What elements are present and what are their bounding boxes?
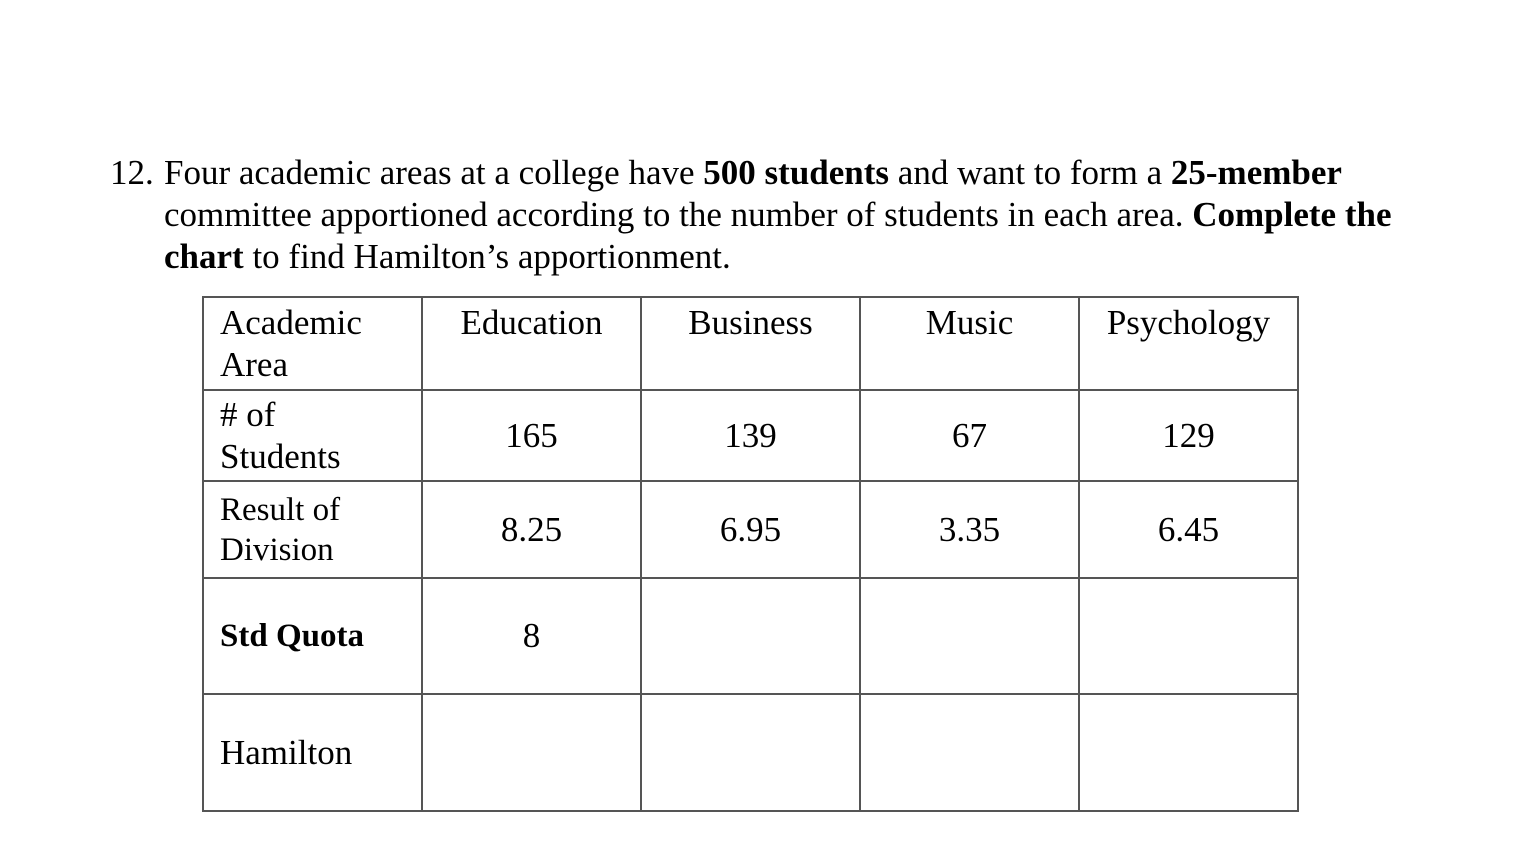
cell-quota-business[interactable] (641, 578, 860, 694)
cell-quota-education[interactable]: 8 (422, 578, 641, 694)
column-header-business: Business (641, 297, 860, 390)
row-label-hamilton: Hamilton (203, 694, 422, 811)
row-label-line: Area (220, 345, 289, 384)
question-bold-students: 500 students (703, 153, 890, 192)
question-line-2 (110, 194, 1480, 236)
row-label-line: Result of (220, 491, 341, 528)
table-row-division (203, 481, 1298, 578)
cell-students-music: 67 (860, 390, 1079, 481)
table-header-row (203, 297, 1298, 390)
question-text (110, 152, 1480, 278)
question-line-3 (110, 236, 1480, 278)
cell-hamilton-business[interactable] (641, 694, 860, 811)
row-label-result-of-division (203, 481, 422, 578)
row-label-line: Academic (220, 303, 362, 342)
cell-hamilton-music[interactable] (860, 694, 1079, 811)
cell-hamilton-psychology[interactable] (1079, 694, 1298, 811)
cell-hamilton-education[interactable] (422, 694, 641, 811)
column-header-psychology: Psychology (1079, 297, 1298, 390)
cell-quota-psychology[interactable] (1079, 578, 1298, 694)
row-label-line: # of (220, 394, 276, 434)
question-text-segment: to find Hamilton’s apportionment. (243, 237, 731, 276)
question-text-segment: committee apportioned according to the number of students in each area. (164, 195, 1193, 234)
question-text-segment: Four academic areas at a college have (164, 153, 704, 192)
row-label-academic-area (203, 297, 422, 390)
cell-division-education: 8.25 (422, 481, 641, 578)
row-label-std-quota: Std Quota (203, 578, 422, 694)
cell-quota-music[interactable] (860, 578, 1079, 694)
table-row-students (203, 390, 1298, 481)
column-header-music: Music (860, 297, 1079, 390)
row-label-num-students (203, 390, 422, 481)
cell-students-business: 139 (641, 390, 860, 481)
question-bold-committee-size: 25-member (1170, 153, 1342, 192)
question-bold-instruction: Complete the (1192, 195, 1392, 234)
cell-division-music: 3.35 (860, 481, 1079, 578)
row-label-line: Division (220, 531, 334, 568)
question-number: 12. (110, 153, 154, 192)
cell-students-psychology: 129 (1079, 390, 1298, 481)
cell-division-business: 6.95 (641, 481, 860, 578)
apportionment-table (202, 296, 1299, 812)
table-row-hamilton (203, 694, 1298, 811)
table-row-std-quota (203, 578, 1298, 694)
column-header-education: Education (422, 297, 641, 390)
question-text-segment: and want to form a (889, 153, 1171, 192)
question-bold-chart: chart (164, 237, 244, 276)
question-line-1 (110, 152, 1480, 194)
row-label-line: Students (220, 436, 341, 476)
cell-division-psychology: 6.45 (1079, 481, 1298, 578)
cell-students-education: 165 (422, 390, 641, 481)
